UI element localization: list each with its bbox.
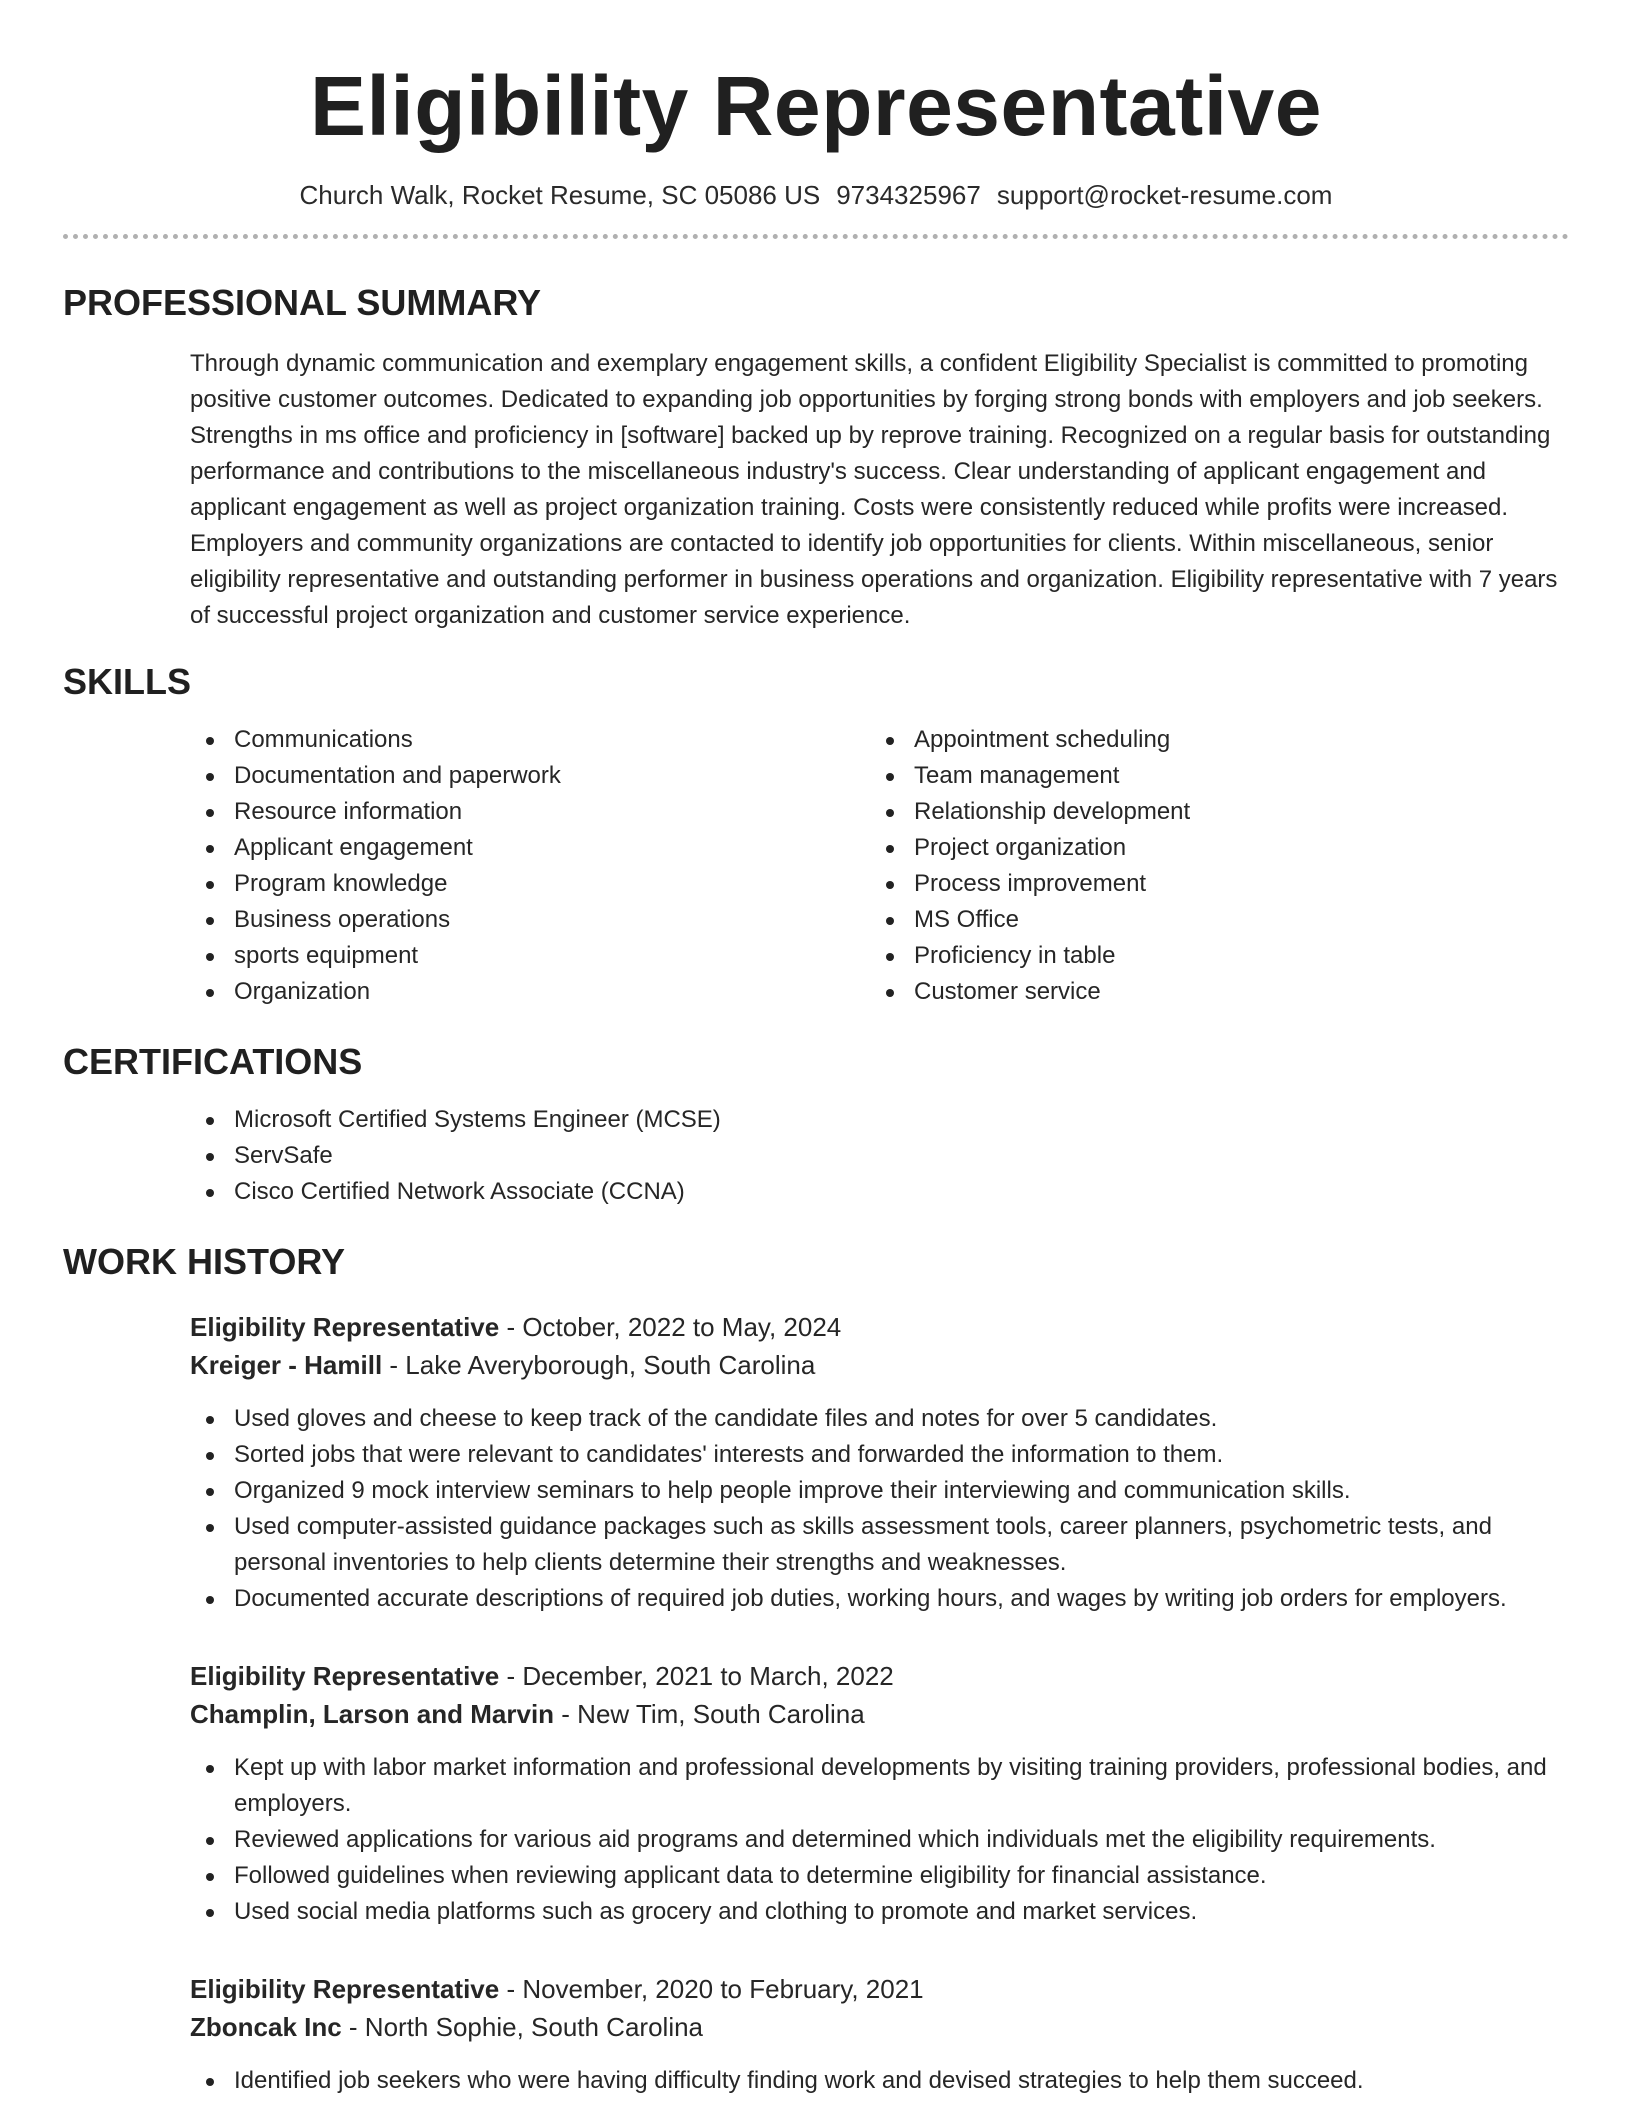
job-company-line: [190, 1695, 1569, 1733]
address-text: Church Walk, Rocket Resume, SC 05086 US: [299, 180, 821, 210]
job-entry: [190, 1308, 1569, 1617]
job-company-line: [190, 2008, 1569, 2046]
skills-heading: SKILLS: [63, 661, 192, 702]
certifications-list: [190, 1102, 1569, 1210]
skill-item: Relationship development: [870, 794, 1550, 830]
duty-item: Documented accurate descriptions of required job duties, working hours, and wages by writing job orders for employers.: [190, 1581, 1570, 1617]
skill-item: Organization: [190, 974, 870, 1010]
certification-item: Microsoft Certified Systems Engineer (MCSE): [190, 1102, 1569, 1138]
job-dates: - December, 2021 to March, 2022: [499, 1661, 894, 1691]
job-role: Eligibility Representative: [190, 1661, 500, 1691]
skill-item: MS Office: [870, 902, 1550, 938]
job-duties: [190, 1750, 1570, 1930]
skill-item: Project organization: [870, 830, 1550, 866]
skill-item: Business operations: [190, 902, 870, 938]
job-role: Eligibility Representative: [190, 1312, 500, 1342]
skill-item: Communications: [190, 722, 870, 758]
job-duties: [190, 1401, 1570, 1617]
summary-text: Through dynamic communication and exemplary engagement skills, a confident Eligibility Specialist is committed to promoting positive customer outcomes. Dedicated to expanding job opportunities by forging strong bonds with employers and job seekers. Strengths in ms office and proficiency in [software] backed up by reprove training. Recognized on a regular basis for outstanding performance and contributions to the miscellaneous industry's success. Clear understanding of applicant engagement and applicant engagement as well as project organization training. Costs were consistently reduced while profits were increased. Employers and community organizations are contacted to identify job opportunities for clients. Within miscellaneous, senior eligibility representative and outstanding performer in business operations and organization. Eligibility representative with 7 years of successful project organization and customer service experience.: [190, 350, 1558, 629]
duty-item: Identified job seekers who were having difficulty finding work and devised strategies to help them succeed.: [190, 2063, 1570, 2099]
job-company-line: [190, 1346, 1569, 1384]
certification-item: ServSafe: [190, 1138, 1569, 1174]
duty-item: Kept up with labor market information and professional developments by visiting training providers, professional bodies, and employers.: [190, 1750, 1570, 1822]
duty-item: Organized 9 mock interview seminars to help people improve their interviewing and communication skills.: [190, 1473, 1570, 1509]
skill-item: Proficiency in table: [870, 938, 1550, 974]
duty-item: Used computer-assisted guidance packages such as skills assessment tools, career planners, psychometric tests, and personal inventories to help clients determine their strengths and weaknesses.: [190, 1509, 1570, 1581]
job-location: - Lake Averyborough, South Carolina: [382, 1350, 816, 1380]
job-title-line: [190, 1308, 1569, 1346]
skill-item: Documentation and paperwork: [190, 758, 870, 794]
job-location: - New Tim, South Carolina: [554, 1699, 865, 1729]
skill-item: Customer service: [870, 974, 1550, 1010]
certification-item: Cisco Certified Network Associate (CCNA): [190, 1174, 1569, 1210]
skills-column-left: [190, 722, 870, 1010]
duty-item: Reviewed applications for various aid programs and determined which individuals met the eligibility requirements.: [190, 1822, 1570, 1858]
job-duties: [190, 2063, 1570, 2099]
skill-item: Resource information: [190, 794, 870, 830]
job-company: Kreiger - Hamill: [190, 1350, 383, 1380]
skills-column-right: [870, 722, 1550, 1010]
summary-heading: PROFESSIONAL SUMMARY: [63, 282, 542, 323]
job-entry: [190, 1657, 1569, 1930]
phone-text: 9734325967: [836, 180, 981, 210]
skill-item: Applicant engagement: [190, 830, 870, 866]
job-role: Eligibility Representative: [190, 1974, 500, 2004]
email-text: support@rocket-resume.com: [996, 180, 1333, 210]
duty-item: Sorted jobs that were relevant to candidates' interests and forwarded the information to them.: [190, 1437, 1570, 1473]
job-location: - North Sophie, South Carolina: [341, 2012, 704, 2042]
skill-item: sports equipment: [190, 938, 870, 974]
skill-item: Appointment scheduling: [870, 722, 1550, 758]
duty-item: Used gloves and cheese to keep track of the candidate files and notes for over 5 candidates.: [190, 1401, 1570, 1437]
job-dates: - October, 2022 to May, 2024: [499, 1312, 842, 1342]
job-entry: [190, 1970, 1569, 2099]
contact-line: [63, 180, 1569, 210]
work-history-heading: WORK HISTORY: [63, 1241, 346, 1282]
certifications-heading: CERTIFICATIONS: [63, 1041, 363, 1082]
job-title-line: [190, 1970, 1569, 2008]
skill-item: Team management: [870, 758, 1550, 794]
header-divider: [63, 234, 1569, 239]
job-company: Champlin, Larson and Marvin: [190, 1699, 555, 1729]
job-dates: - November, 2020 to February, 2021: [499, 1974, 924, 2004]
duty-item: Used social media platforms such as grocery and clothing to promote and market services.: [190, 1894, 1570, 1930]
skills-list: [190, 722, 1569, 1010]
job-company: Zboncak Inc: [190, 2012, 342, 2042]
candidate-name: Eligibility Representative: [310, 59, 1322, 153]
duty-item: Followed guidelines when reviewing applicant data to determine eligibility for financial assistance.: [190, 1858, 1570, 1894]
skill-item: Program knowledge: [190, 866, 870, 902]
job-title-line: [190, 1657, 1569, 1695]
skill-item: Process improvement: [870, 866, 1550, 902]
